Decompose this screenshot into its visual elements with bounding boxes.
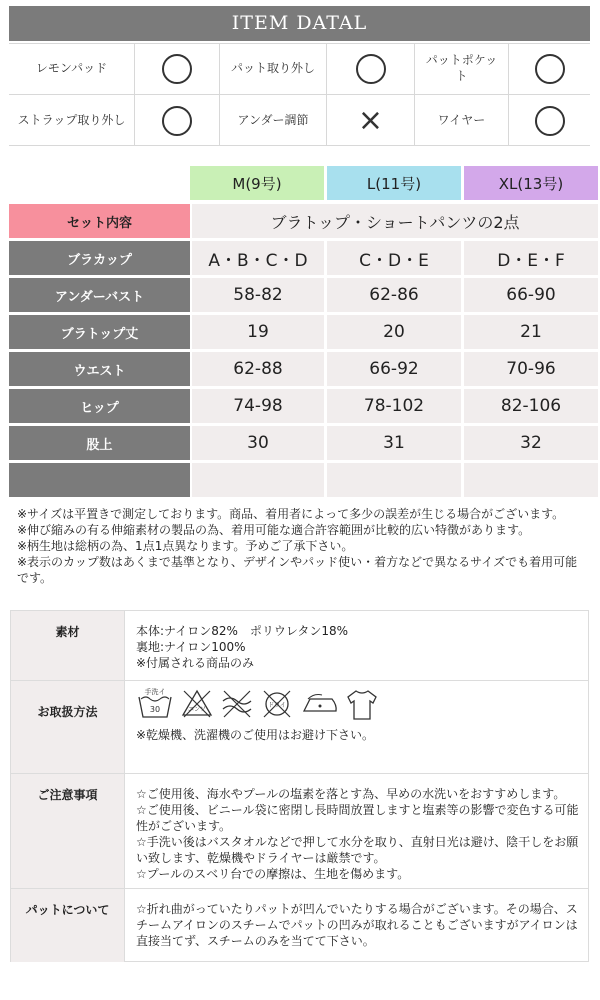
- feature-mark-under-adjust: [327, 95, 415, 146]
- care-line: ※乾燥機、洗濯機のご使用はお避け下さい。: [136, 728, 375, 742]
- size-notes: [17, 506, 587, 586]
- size-value-cell: 62-86: [327, 278, 461, 312]
- pad-note-value: [136, 901, 580, 949]
- feature-label-under-adjust: アンダー調節: [220, 95, 327, 146]
- note-line: ※柄生地は総柄の為、1点1点異なります。予めご了承下さい。: [17, 539, 354, 553]
- size-value-cell: 31: [327, 426, 461, 460]
- no-bleach-icon: [180, 687, 214, 721]
- size-value-cell: 78-102: [327, 389, 461, 423]
- size-value-cell: 66-90: [464, 278, 598, 312]
- size-col-l: L(11号): [327, 166, 461, 200]
- size-value-cell: D・E・F: [464, 241, 598, 275]
- size-value-cell: 66-92: [327, 352, 461, 386]
- size-value-cell: 20: [327, 315, 461, 349]
- size-row-label: ブラトップ丈: [9, 315, 190, 349]
- wash-temp-text: 30: [149, 705, 161, 714]
- size-value-cell: [464, 463, 598, 497]
- hang-dry-icon: [346, 687, 378, 723]
- size-value-cell: 21: [464, 315, 598, 349]
- wash-30-icon: [136, 687, 174, 721]
- feature-label-lemon-pad: レモンパッド: [9, 44, 135, 95]
- caution-value: [136, 786, 580, 882]
- feature-mark-pad-removable: [327, 44, 415, 95]
- caution-line: ☆ご使用後、海水やプールの塩素を落とす為、早めの水洗いをおすすめします。: [136, 787, 566, 801]
- size-value-cell: 32: [464, 426, 598, 460]
- size-value-cell: [327, 463, 461, 497]
- caution-row: [11, 774, 588, 889]
- size-value-cell: [192, 463, 324, 497]
- caution-line: ☆手洗い後はバスタオルなどで押して水分を取り、直射日光は避け、陰干しをお願い致します、乾燥機やドライヤーは厳禁です。: [136, 835, 579, 865]
- size-row-label: アンダーバスト: [9, 278, 190, 312]
- feature-label-strap-removable: ストラップ取り外し: [9, 95, 135, 146]
- caution-label: ご注意事項: [11, 774, 125, 888]
- size-row-label: 股上: [9, 426, 190, 460]
- size-value-cell: 30: [192, 426, 324, 460]
- size-value-cell: 70-96: [464, 352, 598, 386]
- material-line: 本体:ナイロン82% ポリウレタン18%: [136, 624, 349, 638]
- item-feature-grid: [9, 43, 590, 146]
- note-line: ※表示のカップ数はあくまで基準となり、デザインやパッド使い・着方などで異なるサイズでも着用可能です。: [17, 555, 578, 585]
- material-line: ※付属される商品のみ: [136, 656, 255, 670]
- circle-icon: [162, 54, 192, 84]
- circle-icon: [535, 106, 565, 136]
- material-row: [11, 611, 588, 681]
- note-line: ※伸び縮みの有る伸縮素材の製品の為、着用可能な適合許容範囲が比較的広い特徴があります。: [17, 523, 531, 537]
- feature-mark-wire: [509, 95, 590, 146]
- feature-mark-strap-removable: [135, 95, 220, 146]
- item-detail-header: ITEM DATAL: [9, 6, 590, 41]
- feature-label-pad-pocket: パットポケット: [415, 44, 509, 95]
- wash-label-text: 手洗イ: [144, 688, 166, 696]
- note-line: ※サイズは平置きで測定しております。商品、着用者によって多少の誤差が生じる場合がございます。: [17, 507, 565, 521]
- pad-note-line: ☆折れ曲がっていたりパットが凹んでいたりする場合がございます。その場合、スチームアイロンのスチームでパットの凹みが取れることもございますがアイロンは直接当てず、スチームのみを当てて下さい。: [136, 902, 578, 948]
- no-dry-clean-icon: [260, 687, 294, 721]
- size-value-cell: A・B・C・D: [192, 241, 324, 275]
- feature-label-pad-removable: パット取り外し: [220, 44, 327, 95]
- material-line: 裏地:ナイロン100%: [136, 640, 246, 654]
- care-value: [136, 687, 580, 743]
- cross-icon: ×: [357, 102, 384, 138]
- size-row-label: ウエスト: [9, 352, 190, 386]
- feature-label-wire: ワイヤー: [415, 95, 509, 146]
- pad-note-row: [11, 889, 588, 962]
- circle-icon: [535, 54, 565, 84]
- feature-mark-lemon-pad: [135, 44, 220, 95]
- feature-mark-pad-pocket: [509, 44, 590, 95]
- size-col-xl: XL(13号): [464, 166, 598, 200]
- size-row-label: ヒップ: [9, 389, 190, 423]
- set-contents-label: セット内容: [9, 204, 190, 238]
- material-label: 素材: [11, 611, 125, 680]
- caution-line: ☆ご使用後、ビニール袋に密閉し長時間放置しますと塩素等の影響で変色する可能性がございます。: [136, 803, 579, 833]
- circle-icon: [162, 106, 192, 136]
- iron-icon: [300, 687, 340, 721]
- care-row: [11, 681, 588, 774]
- set-contents-value: ブラトップ・ショートパンツの2点: [192, 204, 598, 238]
- size-row-label: ブラカップ: [9, 241, 190, 275]
- size-value-cell: 82-106: [464, 389, 598, 423]
- size-value-cell: 62-88: [192, 352, 324, 386]
- size-value-cell: 58-82: [192, 278, 324, 312]
- material-value: [136, 623, 580, 671]
- size-col-m: M(9号): [190, 166, 324, 200]
- circle-icon: [356, 54, 386, 84]
- size-value-cell: 19: [192, 315, 324, 349]
- care-label: お取扱方法: [11, 681, 125, 773]
- caution-line: ☆プールのスベリ台での摩擦は、生地を傷めます。: [136, 867, 410, 881]
- size-row-label: [9, 463, 190, 497]
- size-value-cell: C・D・E: [327, 241, 461, 275]
- size-table: [9, 166, 598, 497]
- no-tumble-dry-icon: [220, 687, 254, 721]
- material-table: [10, 610, 589, 962]
- care-icons: [136, 687, 580, 723]
- size-value-cell: 74-98: [192, 389, 324, 423]
- dry-text: ドライ: [268, 702, 286, 709]
- pad-note-label: パットについて: [11, 889, 125, 962]
- bleach-text: エンソ: [187, 706, 207, 713]
